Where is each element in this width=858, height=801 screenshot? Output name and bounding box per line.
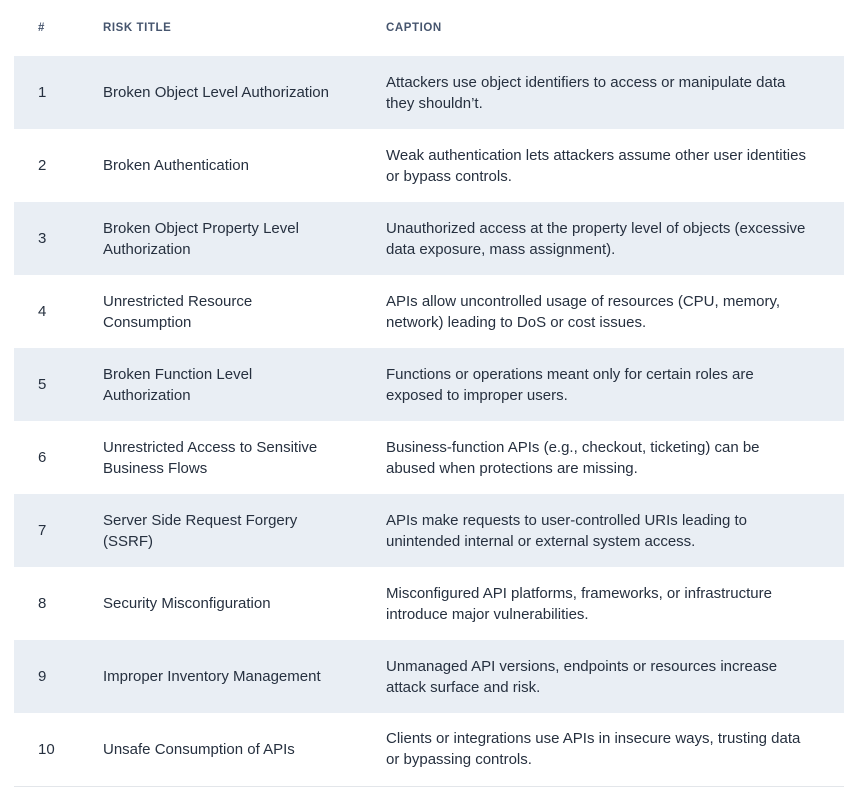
cell-title: Security Misconfiguration — [103, 595, 271, 612]
cell-number: 2 — [38, 157, 47, 174]
cell-number: 8 — [38, 595, 47, 612]
table-row — [14, 202, 844, 275]
cell-title: Improper Inventory Management — [102, 640, 385, 713]
cell-title: Broken Authentication — [103, 157, 249, 174]
cell-title: Broken Object Level Authorization — [102, 56, 385, 129]
column-header-caption: CAPTION — [386, 22, 442, 34]
table-row — [14, 494, 844, 567]
table-row — [14, 56, 844, 129]
cell-caption: Attackers use object identifiers to access or manipulate data they shouldn’t. — [385, 56, 844, 129]
cell-title: Broken Object Property Level Authorization — [102, 202, 385, 275]
cell-number: 10 — [14, 713, 102, 786]
table-row — [14, 129, 844, 202]
cell-caption: Clients or integrations use APIs in insecure ways, trusting data or bypassing controls. — [385, 713, 844, 786]
cell-caption: Functions or operations meant only for certain roles are exposed to improper users. — [385, 348, 844, 421]
cell-title: Unrestricted Resource Consumption — [103, 292, 253, 331]
cell-title: Server Side Request Forgery (SSRF) — [102, 494, 385, 567]
cell-number: 7 — [14, 494, 102, 567]
table-row — [14, 275, 844, 348]
cell-number: 3 — [14, 202, 102, 275]
cell-caption: Unauthorized access at the property level of objects (excessive data exposure, mass assignment). — [385, 202, 844, 275]
risk-table — [14, 0, 844, 787]
cell-caption: APIs allow uncontrolled usage of resources (CPU, memory, network) leading to DoS or cost issues. — [386, 292, 781, 331]
cell-title: Broken Function Level Authorization — [102, 348, 385, 421]
cell-number: 1 — [14, 56, 102, 129]
column-header-number: # — [38, 22, 45, 34]
cell-title: Unrestricted Access to Sensitive Business Flows — [103, 438, 318, 477]
cell-number: 4 — [38, 303, 47, 320]
column-header-risk-title: RISK TITLE — [103, 22, 172, 34]
cell-caption: Misconfigured API platforms, frameworks, or infrastructure introduce major vulnerabilities. — [386, 584, 772, 623]
cell-number: 5 — [14, 348, 102, 421]
risk-table-head — [14, 0, 844, 56]
cell-title: Unsafe Consumption of APIs — [102, 713, 385, 786]
table-row — [14, 567, 844, 640]
cell-number: 9 — [14, 640, 102, 713]
cell-caption: Unmanaged API versions, endpoints or resources increase attack surface and risk. — [385, 640, 844, 713]
cell-caption: Business-function APIs (e.g., checkout, ticketing) can be abused when protections are missing. — [386, 438, 760, 477]
cell-number: 6 — [38, 449, 47, 466]
cell-caption: Weak authentication lets attackers assume other user identities or bypass controls. — [386, 146, 806, 185]
table-row — [14, 421, 844, 494]
table-row — [14, 640, 844, 713]
cell-caption: APIs make requests to user-controlled URIs leading to unintended internal or external system access. — [385, 494, 844, 567]
table-row — [14, 348, 844, 421]
table-row — [14, 713, 844, 786]
table-header-row — [14, 0, 844, 56]
risk-table-body — [14, 56, 844, 786]
